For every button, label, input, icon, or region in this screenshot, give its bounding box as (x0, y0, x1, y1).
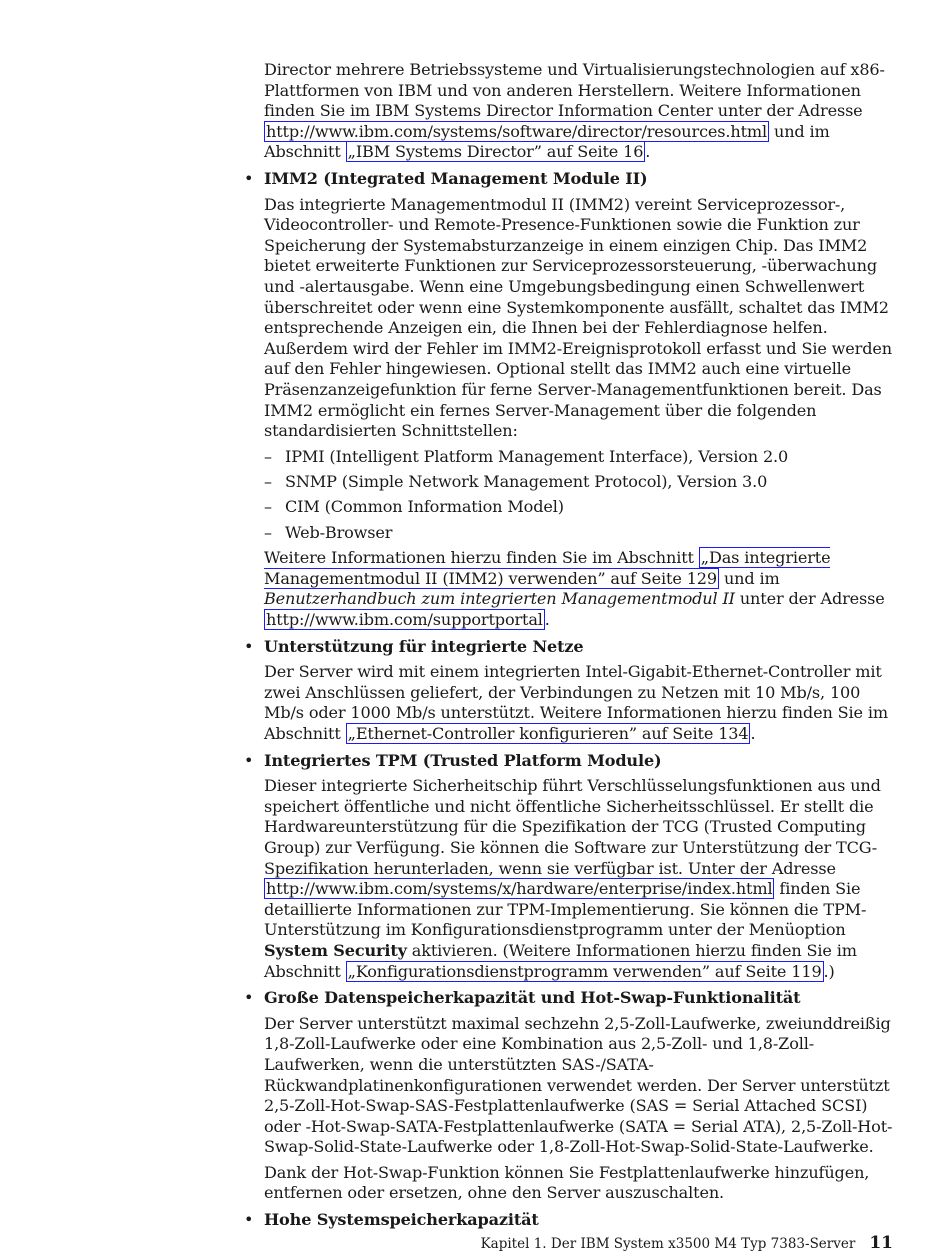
network-heading: Unterstützung für integrierte Netze (264, 636, 584, 656)
tpm-description (264, 776, 896, 982)
imm2-usage-xref[interactable]: „Das integrierte Managementmodul II (IMM2) verwenden” auf Seite 129 (264, 548, 831, 588)
tpm-hardware-link[interactable]: http://www.ibm.com/systems/x/hardware/enterprise/index.html (266, 879, 773, 899)
interface-item (264, 472, 896, 493)
storage-item (244, 988, 896, 1204)
interface-label: Web-Browser (285, 522, 393, 542)
interface-item (264, 497, 896, 518)
imm2-item (244, 168, 896, 631)
interface-label: IPMI (Intelligent Platform Management Interface), Version 2.0 (285, 446, 789, 466)
dash-icon: – (264, 497, 272, 517)
dash-icon: – (264, 472, 272, 492)
chapter-title: Kapitel 1. Der IBM System x3500 M4 Typ 7383-Server (480, 1236, 856, 1252)
imm2-user-guide-title: Benutzerhandbuch zum integrierten Managementmodul II (264, 589, 735, 609)
imm2-heading: IMM2 (Integrated Management Module II) (264, 168, 648, 188)
more-info-text: Weitere Informationen hierzu finden Sie im Abschnitt (264, 548, 699, 568)
bullet-icon: • (244, 1210, 254, 1230)
dash-icon: – (264, 522, 272, 542)
page-footer (481, 1233, 893, 1254)
intro-text: Director mehrere Betriebssysteme und Virtualisierungstechnologien auf x86-Plattformen von IBM und von anderen Herstellern. Weitere Informationen finden Sie im IBM Systems Director Information Center unter der Adresse (264, 60, 885, 121)
bullet-icon: • (244, 168, 254, 188)
storage-heading: Große Datenspeicherkapazität und Hot-Swap-Funktionalität (264, 988, 801, 1008)
more-info-mid2: unter der Adresse (734, 589, 885, 609)
page-number: 11 (869, 1233, 893, 1253)
hot-swap-description: Dank der Hot-Swap-Funktion können Sie Festplattenlaufwerke hinzufügen, entfernen oder ersetzen, ohne den Server auszuschalten. (264, 1162, 870, 1203)
tpm-item (244, 750, 896, 983)
ethernet-config-xref[interactable]: „Ethernet-Controller konfigurieren” auf Seite 134 (347, 724, 749, 743)
network-text: Der Server wird mit einem integrierten Intel-Gigabit-Ethernet-Controller mit zwei Anschlüssen geliefert, der Verbindungen zu Netzen mit 10 Mb/s, 100 Mb/s oder 1000 Mb/s unterstützt. Weitere Informationen hierzu finden Sie im Abschnitt (264, 662, 888, 743)
imm2-description: Das integrierte Managementmodul II (IMM2) vereint Serviceprozessor-, Videocontroller- und Remote-Presence-Funktionen sowie die Funktion zur Speicherung der Systemabsturzanzeige in einem einzigen Chip. Das IMM2 bietet erweiterte Funktionen zur Serviceprozessorsteuerung, -überwachung und -alertausgabe. Wenn eine Umgebungsbedingung einen Schwellenwert überschreitet oder wenn eine Systemkomponente ausfällt, schaltet das IMM2 entsprechende Anzeigen ein, die Ihnen bei der Fehlerdiagnose helfen. Außerdem wird der Fehler im IMM2-Ereignisprotokoll erfasst und Sie werden auf den Fehler hingewiesen. Optional stellt das IMM2 auch eine virtuelle Präsenzanzeigefunktion für ferne Server-Managementfunktionen bereit. Das IMM2 ermöglicht ein fernes Server-Management über die folgenden standardisierten Schnittstellen: (264, 194, 892, 441)
support-portal-link[interactable]: http://www.ibm.com/supportportal (266, 610, 543, 630)
bullet-icon: • (244, 988, 254, 1008)
imm2-more-info (264, 548, 896, 630)
more-info-end: . (544, 610, 550, 630)
director-resources-link[interactable]: http://www.ibm.com/systems/software/director/resources.html (266, 121, 768, 141)
document-body (244, 60, 896, 1231)
network-description (264, 662, 896, 744)
tpm-heading: Integriertes TPM (Trusted Platform Module) (264, 750, 662, 770)
more-info-mid: und im (718, 568, 780, 588)
intro-mid-text: und im Abschnitt (264, 121, 830, 162)
config-utility-xref[interactable]: „Konfigurationsdienstprogramm verwenden” auf Seite 119 (347, 961, 822, 981)
bullet-icon: • (244, 636, 254, 656)
imm2-interfaces-list (264, 447, 896, 544)
tpm-text: Dieser integrierte Sicherheitschip führt Verschlüsselungsfunktionen aus und speichert öffentliche und nicht öffentliche Sicherheitsschlüssel. Er stellt die Hardwareunterstützung für die Spezifikation der TCG (Trusted Computing Group) zur Verfügung. Sie können die Software zur Unterstützung der TCG-Spezifikation herunterladen, wenn sie verfügbar ist. Unter der Adresse (264, 776, 881, 878)
interface-label: CIM (Common Information Model) (285, 497, 564, 517)
memory-item (244, 1210, 896, 1231)
intro-paragraph (264, 60, 896, 163)
dash-icon: – (264, 446, 272, 466)
intro-end: . (645, 142, 651, 162)
storage-description: Der Server unterstützt maximal sechzehn 2,5-Zoll-Laufwerke, zweiunddreißig 1,8-Zoll-Laufwerke oder eine Kombination aus 2,5-Zoll- und 1,8-Zoll-Laufwerken, wenn die unterstützten SAS-/SATA-Rückwandplatinenkonfigurationen verwendet werden. Der Server unterstützt 2,5-Zoll-Hot-Swap-SAS-Festplattenlaufwerke (SAS = Serial Attached SCSI) oder -Hot-Swap-SATA-Festplattenlaufwerke (SATA = Serial ATA), 2,5-Zoll-Hot-Swap-Solid-State-Laufwerke oder 1,8-Zoll-Hot-Swap-Solid-State-Laufwerke. (264, 1013, 893, 1157)
network-end: . (750, 724, 756, 743)
bullet-icon: • (244, 750, 254, 770)
tpm-mid-text: finden Sie detaillierte Informationen zur TPM-Implementierung. Sie können die TPM-Unterstützung im Konfigurationsdienstprogramm unter der Menüoption (264, 879, 867, 940)
interface-item (264, 447, 896, 468)
tpm-end: .) (823, 961, 835, 981)
interface-label: SNMP (Simple Network Management Protocol), Version 3.0 (285, 472, 768, 492)
network-item (244, 636, 896, 745)
system-security-option: System Security (264, 940, 407, 960)
ibm-systems-director-xref[interactable]: „IBM Systems Director” auf Seite 16 (347, 142, 644, 162)
memory-heading: Hohe Systemspeicherkapazität (264, 1210, 539, 1230)
tpm-mid2-text: aktivieren. (Weitere Informationen hierzu finden Sie im Abschnitt (264, 940, 857, 981)
interface-item (264, 523, 896, 544)
